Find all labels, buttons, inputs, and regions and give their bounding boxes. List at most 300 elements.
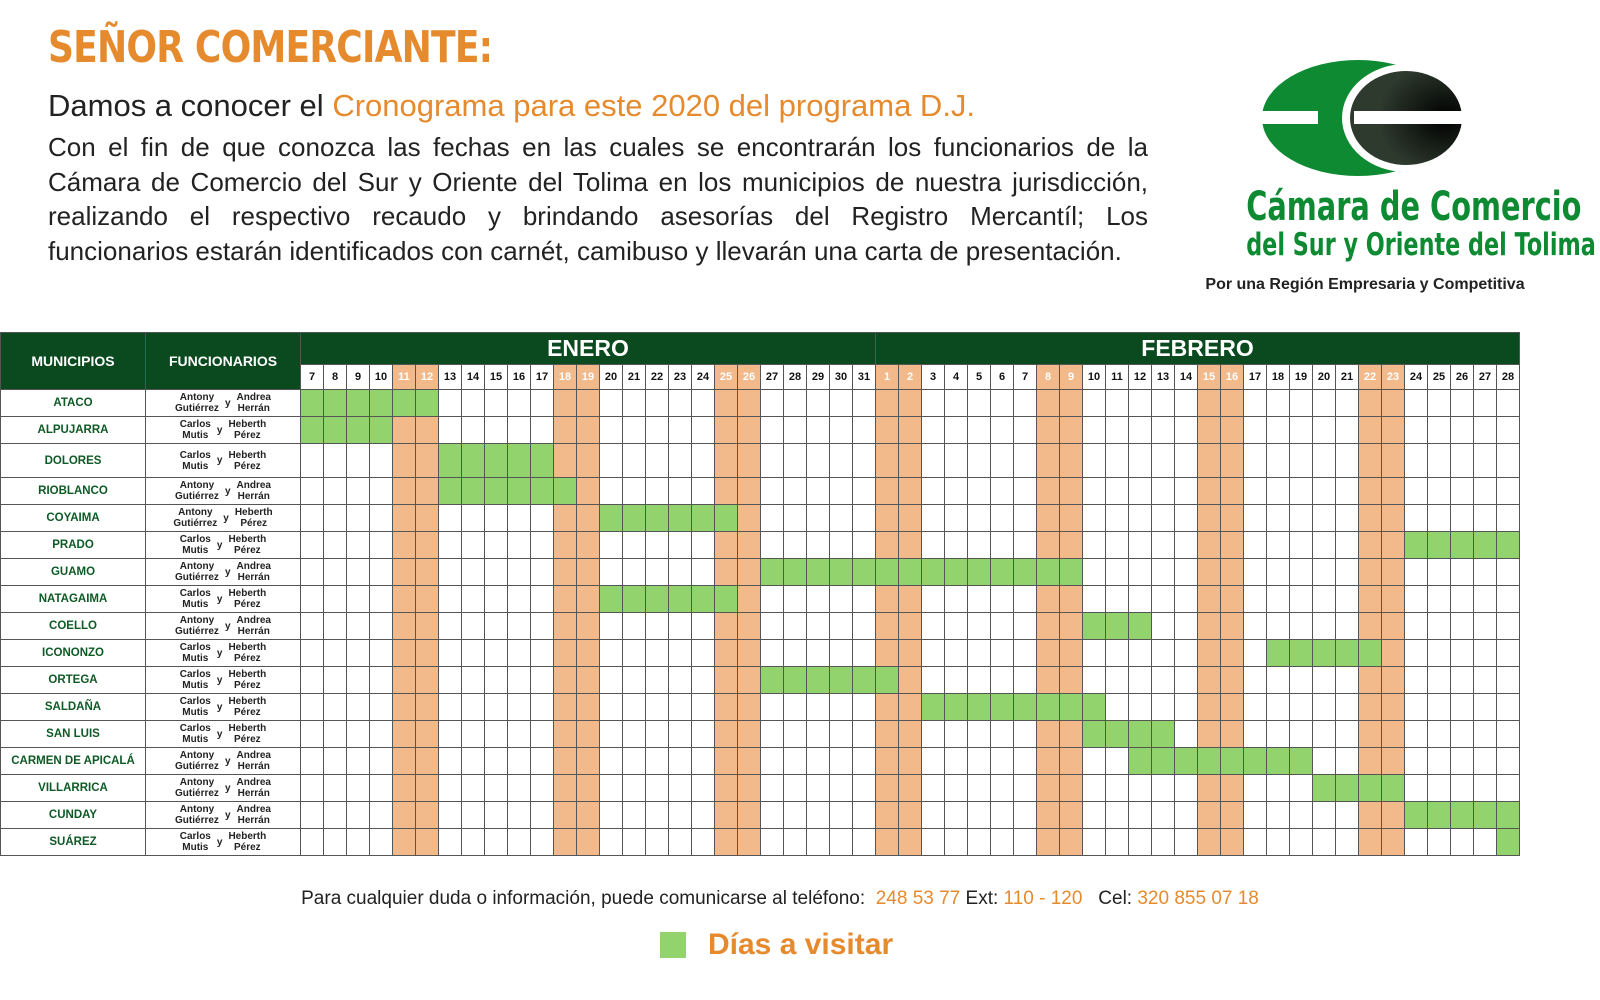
- day-cell: [1129, 640, 1152, 667]
- day-cell: [784, 505, 807, 532]
- day-cell: [968, 829, 991, 856]
- funcionario-1-last: Mutis: [182, 734, 209, 745]
- visit-day-cell: [347, 390, 370, 417]
- table-row: [1, 559, 1520, 586]
- day-cell: [807, 417, 830, 444]
- weekend-cell: [738, 390, 761, 417]
- chamber-logo: [1200, 56, 1596, 306]
- weekend-cell: [393, 721, 416, 748]
- day-cell: [784, 613, 807, 640]
- day-cell: [623, 721, 646, 748]
- day-cell: [1290, 444, 1313, 478]
- chamber-name: [1200, 184, 1596, 264]
- weekend-cell: [1037, 613, 1060, 640]
- funcionario-1-first: Carlos: [179, 588, 211, 599]
- weekend-cell: [393, 613, 416, 640]
- weekend-cell: [416, 829, 439, 856]
- funcionario-2-first: Heberth: [228, 449, 267, 461]
- day-cell: [830, 586, 853, 613]
- day-cell: [1428, 613, 1451, 640]
- municipio-name: COYAIMA: [1, 505, 146, 532]
- day-cell: [807, 586, 830, 613]
- day-cell: [600, 478, 623, 505]
- weekend-cell: [393, 444, 416, 478]
- weekend-cell: [899, 667, 922, 694]
- visit-day-cell: [853, 667, 876, 694]
- day-cell: [531, 694, 554, 721]
- day-cell: [1497, 667, 1520, 694]
- day-cell: [1313, 532, 1336, 559]
- table-row: [1, 417, 1520, 444]
- day-cell: [1152, 694, 1175, 721]
- day-cell: [669, 532, 692, 559]
- day-cell: [1474, 667, 1497, 694]
- day-header: 15: [485, 365, 508, 390]
- day-cell: [1244, 478, 1267, 505]
- day-cell: [1405, 559, 1428, 586]
- weekend-cell: [738, 721, 761, 748]
- weekend-cell: [416, 505, 439, 532]
- weekend-cell: [416, 721, 439, 748]
- day-cell: [508, 505, 531, 532]
- day-cell: [922, 667, 945, 694]
- day-cell: [1313, 417, 1336, 444]
- funcionario-2-first: Heberth: [228, 669, 267, 680]
- day-cell: [807, 802, 830, 829]
- day-cell: [669, 802, 692, 829]
- funcionario-1-first: Antony: [179, 392, 215, 403]
- visit-day-cell: [715, 505, 738, 532]
- day-cell: [485, 721, 508, 748]
- day-cell: [1428, 559, 1451, 586]
- funcionarios-pair: [146, 392, 300, 414]
- funcionario-2: [228, 696, 266, 718]
- day-cell: [1175, 613, 1198, 640]
- day-cell: [945, 748, 968, 775]
- day-cell: [1267, 721, 1290, 748]
- visit-day-cell: [1106, 613, 1129, 640]
- weekend-cell: [393, 532, 416, 559]
- funcionario-1-last: Gutiérrez: [175, 403, 219, 414]
- day-cell: [1129, 667, 1152, 694]
- day-cell: [623, 478, 646, 505]
- day-cell: [807, 613, 830, 640]
- weekend-cell: [393, 775, 416, 802]
- day-cell: [830, 532, 853, 559]
- funcionarios-pair: [146, 561, 300, 583]
- visit-day-cell: [669, 505, 692, 532]
- funcionario-1-last: Mutis: [182, 707, 209, 718]
- weekend-cell: [1037, 586, 1060, 613]
- join-word: y: [216, 647, 223, 659]
- day-cell: [301, 532, 324, 559]
- day-cell: [600, 667, 623, 694]
- day-cell: [1083, 829, 1106, 856]
- join-word: y: [216, 455, 223, 466]
- day-cell: [1336, 721, 1359, 748]
- day-cell: [1152, 390, 1175, 417]
- day-cell: [439, 390, 462, 417]
- day-cell: [485, 640, 508, 667]
- visit-day-cell: [508, 444, 531, 478]
- day-header: 20: [600, 365, 623, 390]
- day-cell: [922, 390, 945, 417]
- day-cell: [1290, 829, 1313, 856]
- day-header: 29: [807, 365, 830, 390]
- day-cell: [1497, 613, 1520, 640]
- day-header: 25: [715, 365, 738, 390]
- funcionario-2: [237, 777, 271, 799]
- day-cell: [1129, 417, 1152, 444]
- day-cell: [1083, 748, 1106, 775]
- weekend-cell: [715, 417, 738, 444]
- weekend-cell: [1382, 748, 1405, 775]
- weekend-cell: [416, 586, 439, 613]
- funcionarios-pair: [146, 831, 300, 853]
- weekend-cell: [1382, 478, 1405, 505]
- day-cell: [1175, 417, 1198, 444]
- day-cell: [761, 802, 784, 829]
- funcionario-1-last: Mutis: [182, 460, 209, 472]
- day-cell: [1313, 721, 1336, 748]
- day-cell: [692, 802, 715, 829]
- day-cell: [1313, 613, 1336, 640]
- day-cell: [853, 829, 876, 856]
- weekend-cell: [577, 444, 600, 478]
- day-cell: [485, 802, 508, 829]
- day-cell: [370, 829, 393, 856]
- weekend-cell: [1060, 532, 1083, 559]
- day-cell: [945, 532, 968, 559]
- day-cell: [1106, 390, 1129, 417]
- day-cell: [922, 532, 945, 559]
- weekend-cell: [876, 829, 899, 856]
- day-cell: [761, 478, 784, 505]
- table-row: [1, 829, 1520, 856]
- day-cell: [1428, 721, 1451, 748]
- visit-day-cell: [1014, 694, 1037, 721]
- day-cell: [761, 694, 784, 721]
- municipio-name: CUNDAY: [1, 802, 146, 829]
- funcionario-2: [228, 588, 266, 610]
- page-title: SEÑOR COMERCIANTE:: [48, 22, 493, 73]
- day-cell: [485, 417, 508, 444]
- funcionario-1: [180, 419, 211, 441]
- day-cell: [1083, 444, 1106, 478]
- day-cell: [991, 478, 1014, 505]
- funcionario-2: [237, 750, 271, 772]
- visit-day-cell: [1290, 748, 1313, 775]
- day-cell: [370, 559, 393, 586]
- weekend-cell: [1359, 390, 1382, 417]
- day-cell: [646, 444, 669, 478]
- day-cell: [692, 417, 715, 444]
- day-cell: [1014, 613, 1037, 640]
- day-cell: [324, 532, 347, 559]
- day-cell: [830, 829, 853, 856]
- month-header: FEBRERO: [876, 333, 1520, 365]
- visit-day-cell: [876, 667, 899, 694]
- day-cell: [1474, 721, 1497, 748]
- funcionario-1: [175, 804, 219, 826]
- legend-label: Días a visitar: [708, 928, 894, 961]
- chamber-name-line1: Cámara de Comercio: [1246, 184, 1582, 230]
- day-cell: [1497, 444, 1520, 478]
- visit-day-cell: [508, 478, 531, 505]
- visit-day-cell: [646, 586, 669, 613]
- day-cell: [1244, 829, 1267, 856]
- weekend-cell: [1060, 640, 1083, 667]
- day-cell: [830, 613, 853, 640]
- municipio-name: ATACO: [1, 390, 146, 417]
- weekend-cell: [393, 667, 416, 694]
- day-cell: [439, 613, 462, 640]
- day-cell: [945, 775, 968, 802]
- day-cell: [1290, 532, 1313, 559]
- table-row: [1, 532, 1520, 559]
- visit-day-cell: [1060, 694, 1083, 721]
- visit-day-cell: [485, 444, 508, 478]
- visit-day-cell: [531, 478, 554, 505]
- day-cell: [1175, 505, 1198, 532]
- visit-day-cell: [922, 559, 945, 586]
- day-header: 23: [669, 365, 692, 390]
- day-cell: [1497, 559, 1520, 586]
- day-cell: [1267, 390, 1290, 417]
- day-cell: [1497, 478, 1520, 505]
- day-cell: [439, 829, 462, 856]
- weekend-cell: [1382, 559, 1405, 586]
- day-cell: [508, 829, 531, 856]
- day-cell: [1106, 802, 1129, 829]
- day-cell: [669, 390, 692, 417]
- day-cell: [784, 532, 807, 559]
- day-cell: [1106, 640, 1129, 667]
- day-cell: [1451, 444, 1474, 478]
- ext-number: 110 - 120: [1003, 888, 1083, 909]
- visit-day-cell: [1129, 721, 1152, 748]
- day-cell: [807, 721, 830, 748]
- day-cell: [1175, 390, 1198, 417]
- day-header: 22: [646, 365, 669, 390]
- day-cell: [439, 775, 462, 802]
- day-header: 19: [1290, 365, 1313, 390]
- day-cell: [853, 417, 876, 444]
- weekend-cell: [1221, 694, 1244, 721]
- visit-day-cell: [1198, 748, 1221, 775]
- funcionario-1-last: Gutiérrez: [175, 491, 219, 502]
- day-cell: [531, 829, 554, 856]
- weekend-cell: [554, 829, 577, 856]
- weekend-cell: [876, 586, 899, 613]
- funcionario-2-first: Heberth: [234, 507, 273, 518]
- day-cell: [1405, 390, 1428, 417]
- weekend-cell: [1198, 390, 1221, 417]
- visit-day-cell: [1106, 721, 1129, 748]
- day-cell: [945, 640, 968, 667]
- day-cell: [1313, 748, 1336, 775]
- visit-day-cell: [807, 667, 830, 694]
- day-cell: [1290, 694, 1313, 721]
- day-cell: [1175, 444, 1198, 478]
- weekend-cell: [554, 532, 577, 559]
- join-word: y: [224, 620, 231, 632]
- day-cell: [301, 748, 324, 775]
- funcionario-1: [175, 750, 219, 772]
- weekend-cell: [899, 802, 922, 829]
- visit-day-cell: [393, 390, 416, 417]
- day-cell: [485, 505, 508, 532]
- visit-day-cell: [1152, 721, 1175, 748]
- funcionarios-cell: [146, 505, 301, 532]
- day-cell: [761, 640, 784, 667]
- day-cell: [830, 478, 853, 505]
- day-cell: [784, 721, 807, 748]
- day-cell: [508, 802, 531, 829]
- funcionario-1-first: Carlos: [179, 642, 211, 653]
- intro-paragraph: Con el fin de que conozca las fechas en las cuales se encontrarán los funcionarios de la Cámara de Comercio del Sur y Oriente del Tolima en los municipios de nuestra jurisdicción, realizando el respectivo recaudo y brindando asesorías del Registro Mercantíl; Los funcionarios estarán identificados con carnét, camibuso y llevarán una carta de presentación.: [48, 132, 1148, 266]
- funcionario-1: [173, 507, 217, 529]
- weekend-cell: [416, 748, 439, 775]
- weekend-cell: [715, 721, 738, 748]
- day-cell: [1244, 559, 1267, 586]
- weekend-cell: [1198, 694, 1221, 721]
- weekend-cell: [1359, 613, 1382, 640]
- day-cell: [370, 586, 393, 613]
- funcionario-1-last: Mutis: [182, 430, 209, 441]
- day-header: 9: [347, 365, 370, 390]
- day-cell: [370, 532, 393, 559]
- visit-day-cell: [1451, 532, 1474, 559]
- municipio-name: VILLARRICA: [1, 775, 146, 802]
- day-cell: [646, 802, 669, 829]
- day-header: 8: [1037, 365, 1060, 390]
- weekend-cell: [554, 694, 577, 721]
- day-cell: [324, 694, 347, 721]
- visit-day-cell: [1037, 694, 1060, 721]
- day-cell: [853, 775, 876, 802]
- municipio-name: NATAGAIMA: [1, 586, 146, 613]
- day-header: 10: [370, 365, 393, 390]
- join-word: y: [216, 424, 223, 436]
- day-cell: [462, 532, 485, 559]
- weekend-cell: [899, 505, 922, 532]
- day-header: 15: [1198, 365, 1221, 390]
- day-header: 1: [876, 365, 899, 390]
- day-cell: [1267, 532, 1290, 559]
- funcionarios-cell: [146, 694, 301, 721]
- weekend-cell: [715, 694, 738, 721]
- weekend-cell: [1382, 505, 1405, 532]
- day-cell: [623, 532, 646, 559]
- day-cell: [968, 667, 991, 694]
- funcionario-2: [237, 804, 271, 826]
- day-cell: [600, 748, 623, 775]
- funcionario-2-last: Herrán: [237, 788, 270, 799]
- day-cell: [1152, 829, 1175, 856]
- weekend-cell: [1359, 505, 1382, 532]
- weekend-cell: [1359, 802, 1382, 829]
- day-cell: [1244, 532, 1267, 559]
- visit-day-cell: [968, 694, 991, 721]
- funcionario-2-last: Pérez: [233, 430, 261, 441]
- day-cell: [646, 748, 669, 775]
- day-cell: [991, 802, 1014, 829]
- day-cell: [1106, 417, 1129, 444]
- weekend-cell: [899, 829, 922, 856]
- day-cell: [1083, 532, 1106, 559]
- weekend-cell: [577, 559, 600, 586]
- day-cell: [761, 613, 784, 640]
- day-cell: [324, 505, 347, 532]
- weekend-cell: [1359, 417, 1382, 444]
- visit-day-cell: [807, 559, 830, 586]
- visit-day-cell: [968, 559, 991, 586]
- municipio-name: CARMEN DE APICALÁ: [1, 748, 146, 775]
- weekend-cell: [1060, 478, 1083, 505]
- weekend-cell: [554, 505, 577, 532]
- visit-day-cell: [1083, 613, 1106, 640]
- day-header: 9: [1060, 365, 1083, 390]
- weekend-cell: [416, 694, 439, 721]
- day-cell: [1405, 613, 1428, 640]
- funcionario-1-first: Carlos: [179, 723, 211, 734]
- join-word: y: [224, 809, 231, 821]
- day-cell: [761, 721, 784, 748]
- day-cell: [1451, 478, 1474, 505]
- day-cell: [669, 444, 692, 478]
- day-cell: [508, 417, 531, 444]
- day-cell: [1129, 775, 1152, 802]
- day-cell: [301, 444, 324, 478]
- day-cell: [600, 802, 623, 829]
- day-cell: [1014, 444, 1037, 478]
- day-cell: [1405, 478, 1428, 505]
- ext-label: Ext:: [965, 888, 999, 909]
- day-cell: [1129, 802, 1152, 829]
- day-cell: [508, 721, 531, 748]
- day-cell: [1152, 775, 1175, 802]
- day-cell: [301, 559, 324, 586]
- weekend-cell: [876, 478, 899, 505]
- join-word: y: [223, 512, 229, 524]
- weekend-cell: [1382, 802, 1405, 829]
- day-cell: [1428, 444, 1451, 478]
- funcionario-1-first: Carlos: [179, 419, 211, 430]
- day-cell: [508, 613, 531, 640]
- day-cell: [646, 775, 669, 802]
- weekend-cell: [577, 586, 600, 613]
- funcionario-1-last: Gutiérrez: [175, 626, 219, 637]
- day-cell: [1497, 505, 1520, 532]
- visit-day-cell: [991, 694, 1014, 721]
- funcionario-2-first: Heberth: [228, 831, 267, 842]
- day-cell: [600, 694, 623, 721]
- day-cell: [669, 694, 692, 721]
- funcionario-2: [228, 831, 266, 853]
- day-header: 23: [1382, 365, 1405, 390]
- day-cell: [1152, 532, 1175, 559]
- weekend-cell: [715, 775, 738, 802]
- funcionario-2-first: Andrea: [236, 804, 271, 815]
- weekend-cell: [1037, 721, 1060, 748]
- day-cell: [669, 667, 692, 694]
- intro-highlight: Cronograma para este 2020 del programa D.J.: [332, 88, 976, 123]
- funcionario-2-first: Heberth: [228, 534, 267, 545]
- day-cell: [301, 586, 324, 613]
- municipios-header: MUNICIPIOS: [1, 333, 146, 390]
- weekend-cell: [1037, 505, 1060, 532]
